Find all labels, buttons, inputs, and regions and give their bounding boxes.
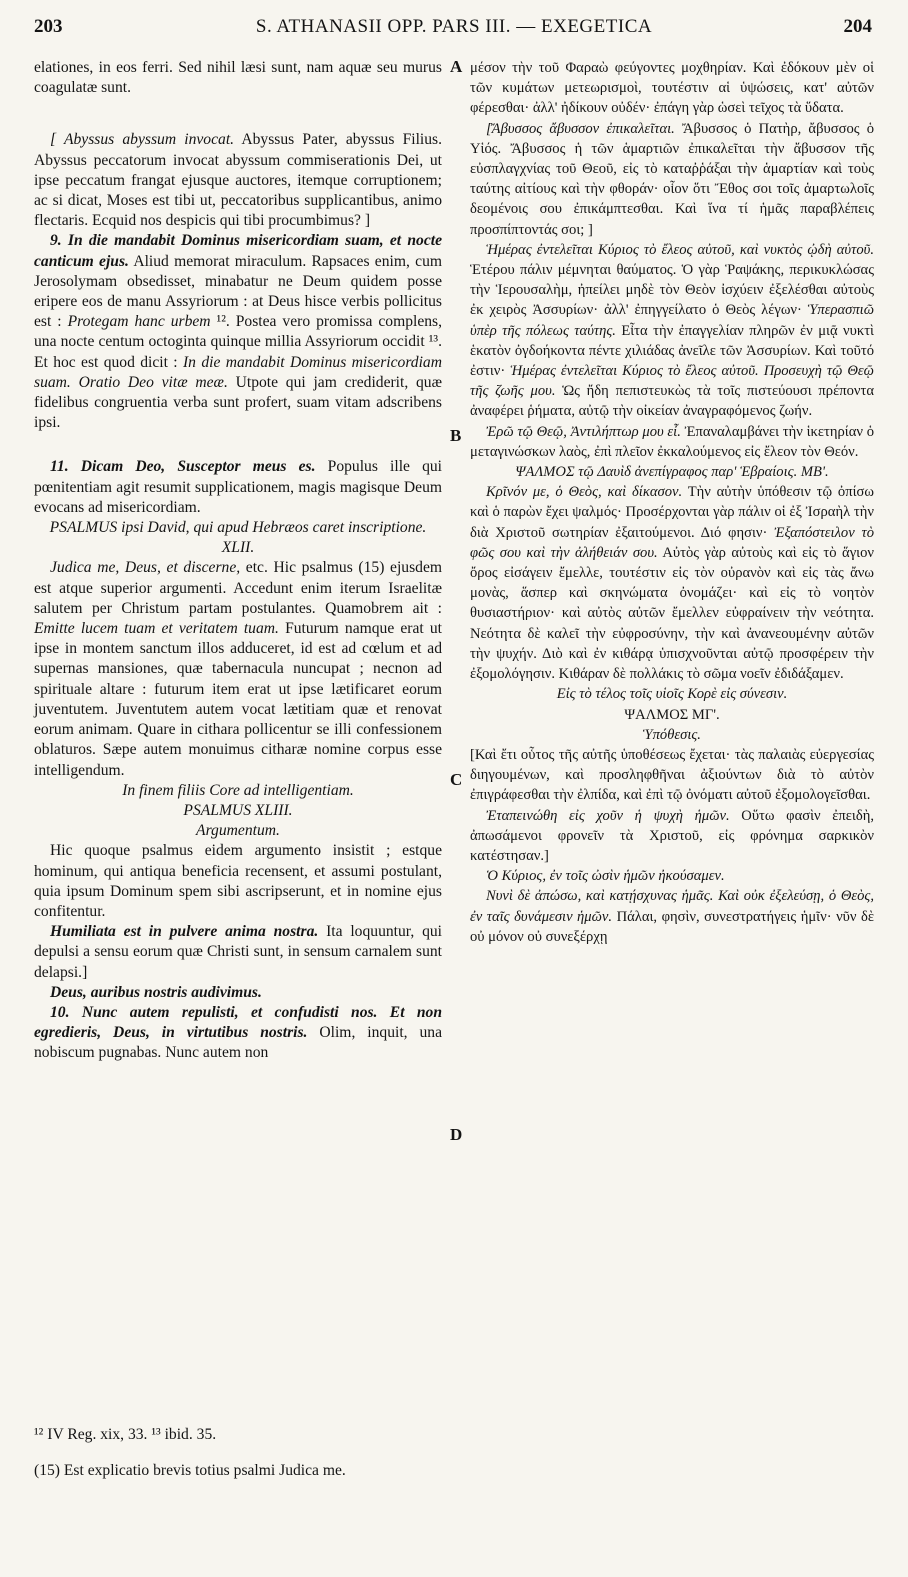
greek-paragraph: Νυνὶ δὲ ἀπώσω, καὶ κατῄσχυνας ἡμᾶς. Καὶ οὐκ ἐξελεύσῃ, ὁ Θεὸς, ἐν ταῖς δυνάμεσιν ἡμῶν. Πάλαι, φησὶν, συνεστρατήγεις ἡμῖν· νῦν δὲ οὐ μόνον οὐ συνεξέρχῃ: [470, 888, 875, 945]
footnote-15: (15) Est explicatio brevis totius psalmi Judica me.: [34, 1462, 346, 1479]
greek-paragraph: Ἐταπεινώθη εἰς χοῦν ἡ ψυχὴ ἡμῶν. Οὕτω φασὶν ἐπειδὴ, ἀπωσάμενοι φρονεῖν τὰ Χριστοῦ, εἰς φρόνημα σαρκικὸν κατέστησαν.]: [470, 807, 874, 864]
latin-paragraph: 11. Dicam Deo, Susceptor meus es. Populus ille qui pœnitentiam agit resumit supplicationem, magis magisque Deum evocans ad misericordiam.: [34, 458, 442, 516]
psalm-43-title-latin: PSALMUS XLIII.: [183, 801, 293, 819]
argument-heading-greek: Ὑπόθεσις.: [643, 726, 701, 743]
margin-letter-c: C: [450, 770, 463, 789]
latin-paragraph: elationes, in eos ferri. Sed nihil læsi sunt, nam aquæ seu murus coagulatæ sunt.: [34, 59, 442, 97]
greek-column: [470, 58, 874, 947]
latin-paragraph: 10. Nunc autem repulisti, et confudisti nos. Et non egredieris, Deus, in virtutibus nostris. Olim, inquit, una nobiscum pugnabas. Nunc autem non: [34, 1003, 442, 1062]
latin-column: [34, 58, 442, 1064]
running-header: [0, 16, 908, 50]
page-number-left: 203: [34, 16, 63, 37]
margin-letter-d: D: [450, 1125, 463, 1144]
greek-paragraph: [Ἄβυσσος ἄβυσσον ἐπικαλεῖται. Ἄβυσσος ὁ Πατὴρ, ἄβυσσος ὁ Υἱός. Ἄβυσσος ἡ τῶν ἁμαρτιῶν ἐπικαλεῖται τὴν ἄβυσσον τῆς εὐσπλαγχνίας τοῦ Θεοῦ, εἰς τὸ καταῤῥάξαι τὴν ἁμαρτίαν καὶ τοὺς ταύτης αἰτίους καὶ τὴν φθοράν· οἷον ὅτι Ἔθος σοι τοῖς ἁμαρτωλοῖς δεομένοις σου ἐπικάμπτεσθαι. Καὶ ἵνα τί ἡμᾶς παραβλέπεις προσπίπτοντάς σοι; ]: [470, 120, 874, 238]
footnote-references: ¹² IV Reg. xix, 33. ¹³ ibid. 35.: [34, 1426, 217, 1443]
margin-letter-a: A: [450, 57, 463, 76]
latin-paragraph: Deus, auribus nostris audivimus.: [50, 983, 262, 1001]
latin-paragraph: 9. In die mandabit Dominus misericordiam suam, et nocte canticum ejus. Aliud memorat miraculum. Rapsaces enim, cum Jerosolymam obsedisset, minabatur ne Deum quidem posse eripere eos de manu Assyriorum : at Deus hisce verbis pollicitus est : Protegam hanc urbem ¹². Postea vero promissa complens, una nocte centum octoginta quinque millia Assyriorum occidit ¹³. Et hoc est quod dicit : In die mandabit Dominus misericordiam suam. Oratio Deo vitæ meæ. Utpote qui jam crediderit, quæ fidelibus congruentia verba sunt profert, suam vitam adscribens ipsi.: [34, 232, 443, 432]
latin-paragraph: Humiliata est in pulvere anima nostra. Ita loquuntur, qui depulsi a sensu eorum quæ Christi sunt, in sensum carnalem sunt delapsi.]: [34, 923, 443, 981]
psalm-42-title-greek: ΨΑΛΜΟΣ τῷ Δαυὶδ ἀνεπίγραφος παρ' Ἑβραίοις. ΜΒ'.: [515, 464, 829, 481]
greek-paragraph: Ἡμέρας ἐντελεῖται Κύριος τὸ ἔλεος αὐτοῦ, καὶ νυκτὸς ᾠδὴ αὐτοῦ. Ἑτέρου πάλιν μέμνηται θαύματος. Ὁ γὰρ Ῥαψάκης, περικυκλώσας τὴν Ἱερουσαλὴμ, ἠπείλει μηδὲ τὸν Θεὸν ἰσχύειν ἐξελέσθαι αὐτοὺς ἐκ χειρὸς Ἀσσυρίων· ἀλλ' ἐπηγγείλατο ὁ Θεὸς λέγων· Ὑπερασπιῶ ὑπὲρ τῆς πόλεως ταύτης. Εἶτα τὴν ἐπαγγελίαν πληρῶν ἐν μιᾷ νυκτὶ ἑκατὸν ὀγδοήκοντα πέντε χιλιάδας ἀνεῖλε τῶν Ἀσσυρίων. Καὶ τοῦτό ἐστιν· Ἡμέρας ἐντελεῖται Κύριος τὸ ἔλεος αὐτοῦ. Προσευχὴ τῷ Θεῷ τῆς ζωῆς μου. Ὡς ἤδη πεπιστευκὼς τὰ τοῖς πιστεύουσι πρέποντα ἀναφέρει ῥήματα, αὐτῷ τὴν οἰκείαν ἀναγραφόμενος ζωήν.: [470, 241, 874, 420]
greek-paragraph: [Καὶ ἔτι οὗτος τῆς αὐτῆς ὑποθέσεως ἔχεται· τὰς παλαιὰς εὐεργεσίας διηγουμένων, καὶ προσληφθῆναι ἀξιούντων διὰ τὸ αὐτὸν ἐπιγράφεσθαι τὴν ἐλπίδα, καὶ ἐπὶ τῷ ὀνόματι αὐτοῦ ἐξομολογεῖσθαι.: [470, 746, 874, 804]
margin-letter-b: B: [450, 426, 462, 445]
latin-paragraph: Hic quoque psalmus eidem argumento insistit ; estque hominum, qui antiqua beneficia recensent, et assumi postulant, quia ipsum Dominum spem sibi ascripserunt, et in nomine ejus confitentur.: [34, 842, 442, 920]
greek-paragraph: Κρῖνόν με, ὁ Θεὸς, καὶ δίκασον. Τὴν αὐτὴν ὑπόθεσιν τῷ ὀπίσω καὶ ὁ παρὼν ἔχει ψαλμός· Προσέρχονται γὰρ πάλιν οἱ ἐξ Ἰσραὴλ τὴν διὰ Χριστοῦ σωτηρίαν ἐξαιτούμενοι. Διό φησιν· Ἐξαπόστειλον τὸ φῶς σου καὶ τὴν ἀλήθειάν σου. Αὐτὸς γὰρ αὐτοὺς καὶ εἰς τὸ ἅγιον ὄρος εἰσάγειν ἔμελλε, τουτέστιν εἰς τὸν οὐρανὸν καὶ εἰς τὰς ἄνω μονὰς, ἅσπερ καὶ σκηνώματα ὀνομάζει· καὶ εἰς τὸ νοητὸν θυσιαστήριον· καὶ αὐτὸς αὐτῶν ἔμελλεν εὐφραίνειν τὴν νεότητα. Νεότητα δὲ καλεῖ τὴν εὐφροσύνην, τὴν καὶ ἀνανεουμένην αὐτῶν τὴν ψυχήν. Διὸ καὶ ἐν κιθάρᾳ ὑπισχνοῦνται αὐτῷ προσφέρειν τὴν ἐξομολόγησιν. Κιθάραν δὲ πολλάκις τὸ σῶμα νοεῖν ἐδιδάξαμεν.: [470, 484, 874, 683]
argument-heading-latin: Argumentum.: [196, 822, 280, 840]
greek-paragraph: Ὁ Κύριος, ἐν τοῖς ὠσὶν ἡμῶν ἠκούσαμεν.: [486, 868, 725, 885]
greek-paragraph: Ἐρῶ τῷ Θεῷ, Ἀντιλήπτωρ μου εἶ. Ἐπαναλαμβάνει τὴν ἱκετηρίαν ὁ μεταγινώσκων λαὸς, ἐπὶ πλεῖον ἐκκαλούμενος εἰς ἔλεον τὸν Θεόν.: [470, 423, 874, 460]
latin-paragraph: Judica me, Deus, et discerne, etc. Hic psalmus (15) ejusdem est atque superior argumenti. Accedunt enim iterum Israelitæ salutem per Christum partam postulantes. Quamobrem ait : Emitte lucem tuam et veritatem tuam. Futurum namque erat ut ipse in montem sanctum illos adduceret, id est ad cœlum et ad supernas mansiones, quæ tabernacula nuncupat ; necnon ad spirituale altare : futurum item erat ut ipse lætificaret eorum juventutem. Juventutem autem vocat lætitiam quæ et renovat eorum animam. Quare in cithara pollicentur se illi confessionem oblaturos. Sæpe autem monuimus citharæ nomine corpus esse intelligendum.: [34, 559, 442, 779]
psalm-43-inscription-greek: Εἰς τὸ τέλος τοῖς υἱοῖς Κορὲ εἰς σύνεσιν.: [556, 686, 788, 703]
running-head-title: S. ATHANASII OPP. PARS III. — EXEGETICA: [255, 16, 653, 37]
psalm-43-inscription-latin: In finem filiis Core ad intelligentiam.: [122, 781, 354, 799]
page-number-right: 204: [843, 16, 872, 37]
psalm-42-title-latin: PSALMUS ipsi David, qui apud Hebræos caret inscriptione. XLII.: [49, 519, 427, 557]
latin-paragraph: [ Abyssus abyssum invocat. Abyssus Pater, abyssus Filius. Abyssus peccatorum invocat abyssum commiserationis Dei, ut ipse peccatum frangat ejusque auctores, itemque corruptionem; ac si dicat, Moses est tibi ut, peccatoribus supplicantibus, animo flectaris. Ecquid nos despicis qui tibi procumbimus? ]: [34, 131, 443, 230]
psalm-43-title-greek: ΨΑΛΜΟΣ ΜΓ'.: [624, 706, 720, 723]
greek-paragraph: μέσον τὴν τοῦ Φαραὼ φεύγοντες μοχθηρίαν. Καὶ ἐδόκουν μὲν οἱ τῶν κυμάτων μετεωρισμοὶ, τουτέστιν αἱ ὑψώσεις, κατ' αὐτῶν φέρεσθαι· ἀλλ' ἠδίκουν οὐδέν· ἐπάγη γὰρ ὡσεὶ τεῖχος τὰ ὕδατα.: [470, 60, 874, 117]
